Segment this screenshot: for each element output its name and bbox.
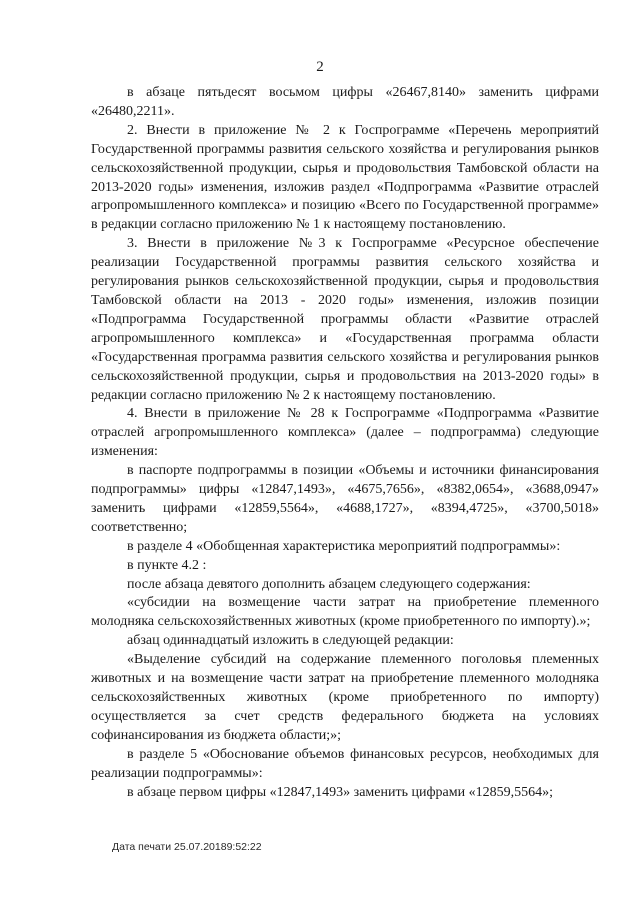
paragraph-5: в паспорте подпрограммы в позиции «Объемы и источники финансирования подпрограммы» цифры «12847,1493», «4675,7656», «8382,0654», «3688,0947» заменить цифрами «12859,5564», «4688,1727», «8394,4725», «3700,5018» соответственно; — [91, 463, 599, 535]
paragraph-8: после абзаца девятого дополнить абзацем следующего содержания: — [127, 576, 531, 592]
document-body — [91, 84, 599, 802]
paragraph-9: «субсидии на возмещение части затрат на приобретение племенного молодняка сельскохозяйственных животных (кроме приобретенного по импорту).»; — [91, 595, 599, 630]
paragraph-6: в разделе 4 «Обобщенная характеристика мероприятий подпрограммы»: — [127, 538, 561, 554]
paragraph-7: в пункте 4.2 : — [127, 557, 207, 573]
paragraph-2: 2. Внести в приложение № 2 к Госпрограмме «Перечень мероприятий Государственной программы развития сельского хозяйства и регулирования рынков сельскохозяйственной продукции, сырья и продовольствия Тамбовской области на 2013-2020 годы» изменения, изложив раздел «Подпрограмма «Развитие отраслей агропромышленного комплекса» и позицию «Всего по Государственной программе» в редакции согласно приложению № 1 к настоящему постановлению. — [91, 122, 599, 233]
paragraph-4: 4. Внести в приложение № 28 к Госпрограмме «Подпрограмма «Развитие отраслей агропромышленного комплекса» (далее – подпрограмма) следующие изменения: — [91, 406, 599, 460]
paragraph-3: 3. Внести в приложение №3 к Госпрограмме «Ресурсное обеспечение реализации Государственной программы развития сельского хозяйства и регулирования рынков сельскохозяйственной продукции, сырья и продовольствия Тамбовской области на 2013 - 2020 годы» изменения, изложив позиции «Подпрограмма Государственной программы области «Развитие отраслей агропромышленного комплекса» и «Государственная программа области «Государственная программа развития сельского хозяйства и регулирования рынков сельскохозяйственной продукции, сырья и продовольствия на 2013-2020 годы» в редакции согласно приложению № 2 к настоящему постановлению. — [91, 236, 599, 403]
paragraph-13: в абзаце первом цифры «12847,1493» заменить цифрами «12859,5564»; — [127, 784, 553, 800]
paragraph-10: абзац одиннадцатый изложить в следующей редакции: — [127, 633, 454, 649]
paragraph-12: в разделе 5 «Обоснование объемов финансовых ресурсов, необходимых для реализации подпрограммы»: — [91, 746, 599, 781]
print-date-footer: Дата печати 25.07.20189:52:22 — [112, 841, 262, 853]
paragraph-11: «Выделение субсидий на содержание племенного поголовья племенных животных и на возмещение части затрат на приобретение племенного молодняка сельскохозяйственных животных (кроме приобретенного по импорту) осуществляется за счет средств федерального бюджета на условиях софинансирования из бюджета области;»; — [91, 652, 599, 743]
paragraph-1: в абзаце пятьдесят восьмом цифры «26467,8140» заменить цифрами «26480,2211». — [91, 85, 599, 119]
page-number: 2 — [316, 59, 324, 75]
